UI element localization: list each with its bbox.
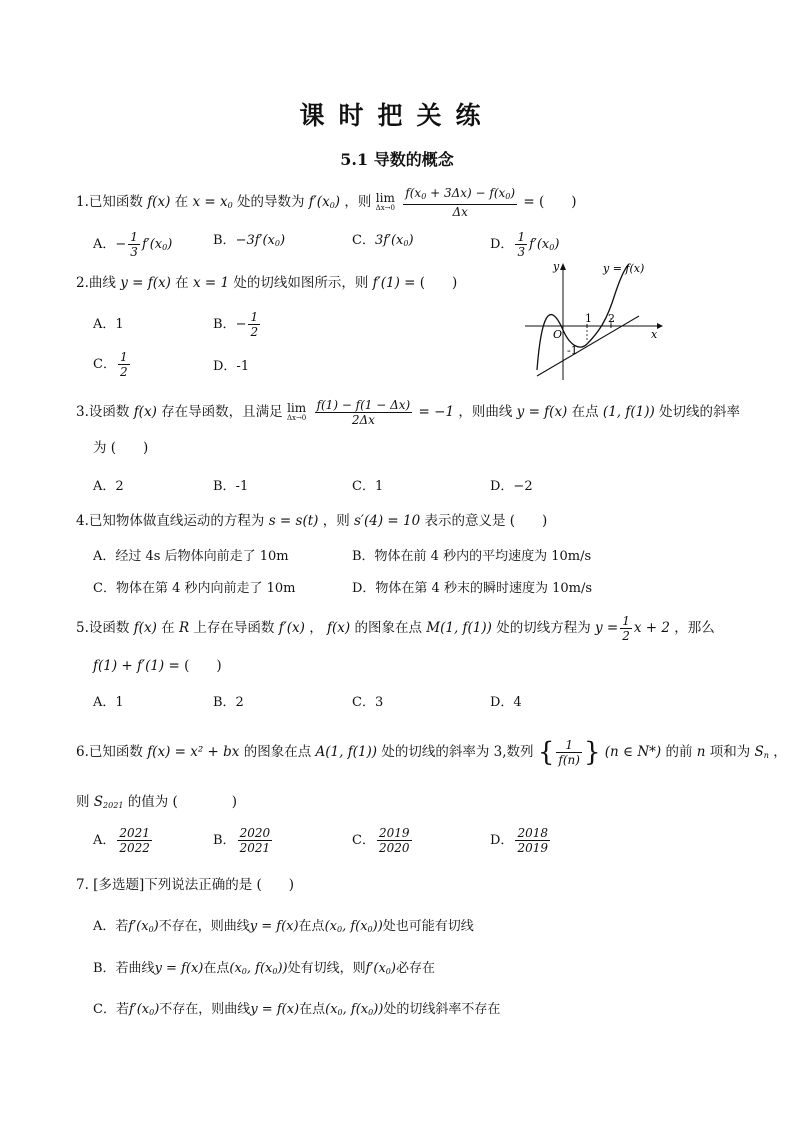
q3-text-a: 3.设函数 — [76, 404, 130, 420]
q6-text-f: ， — [773, 744, 787, 760]
q2-option-c[interactable]: C． $\frac{1}{2}$ — [93, 350, 128, 379]
q6-text-g: 则 — [76, 794, 90, 810]
q6-line-2: 则 $S_{2021}$ 的值为 ( ) — [76, 794, 238, 810]
q5-option-a[interactable]: A．1 — [93, 695, 124, 710]
question-4: 4.已知物体做直线运动的方程为 s = s(t) ，则 s′(4) = 10 表示的意义是 ( ) — [76, 513, 548, 529]
q1-text-d: ，则 — [344, 194, 372, 210]
q4-text-b: ，则 — [322, 513, 350, 529]
q5-text-g: ，那么 — [674, 620, 715, 636]
q6-text-e: 项和为 — [709, 744, 751, 760]
q4-text: 4.已知物体做直线运动的方程为 — [76, 513, 265, 529]
x-axis-label: x — [651, 328, 658, 341]
section-subtitle: 5.1 导数的概念 — [340, 150, 454, 169]
q6-text-b: 的图象在点 — [243, 744, 312, 760]
q2-option-b[interactable]: B．− $\frac{1}{2}$ — [213, 310, 259, 339]
x-axis-arrow — [657, 323, 663, 329]
q1-text-b: 在 — [174, 194, 189, 210]
q5-text-f: 处的切线方程为 — [496, 620, 591, 636]
page-title: 课时把关练 — [299, 101, 495, 130]
q5-text-e: 的图象在点 — [354, 620, 422, 636]
y-axis-label: y — [553, 260, 560, 273]
q3-text-b: 存在导函数，且满足 — [161, 404, 283, 420]
q6-option-d[interactable]: D． $\frac{2018}{2019}$ — [490, 826, 548, 855]
question-2 — [76, 272, 457, 294]
q7-option-b[interactable]: B．若曲线y = f(x)在点($x_0$, $f(x_0)$)处有切线，则$f'(x_0)$必存在 — [93, 961, 435, 976]
q3-text-e: 处切线的斜率 — [659, 404, 741, 420]
q5-option-c[interactable]: C．3 — [352, 695, 384, 710]
q6-text-h: 的值为 ( ) — [127, 794, 238, 810]
q2-math-x1: x = 1 — [192, 275, 230, 291]
q3-limit: lim Δx→0 — [286, 400, 307, 422]
q7-option-a[interactable]: A．若$f'(x_0)$不存在，则曲线y = f(x)在点($x_0$, $f(x_0)$)处也可能有切线 — [93, 919, 474, 934]
curve-label: y = f(x) — [603, 262, 645, 275]
q1-limit: lim Δx→0 — [375, 190, 395, 212]
q1-text-a: 1.已知函数 — [76, 194, 143, 210]
tick-label-1: 1 — [585, 312, 592, 325]
q5-text-b: 在 — [161, 620, 175, 636]
q5-text-c: 上存在导函数 — [193, 620, 275, 636]
q1-math-f: f(x) — [147, 194, 171, 210]
q1-text-e: = ( ) — [523, 194, 577, 210]
q3-option-b[interactable]: B．-1 — [213, 479, 249, 494]
q4-option-d[interactable]: D．物体在第 4 秒末的瞬时速度为 10m/s — [352, 581, 593, 596]
q3-line-2: 为 ( ) — [93, 440, 149, 456]
q3-fraction: $\frac{f(1) - f(1 - \Delta x)}{2\Delta x}$ — [316, 398, 411, 427]
q2-text-a: 2.曲线 — [76, 275, 116, 291]
tick-label-neg1: -1 — [567, 344, 578, 357]
q6-option-b[interactable]: B． $\frac{2020}{2021}$ — [213, 826, 271, 855]
q6-text-d: 的前 — [665, 744, 693, 760]
question-5: 5.设函数 f(x) 在 R 上存在导函数 f′(x) ， f(x) 的图象在点 M(1, f(1)) 处的切线方程为 y = $\frac{1}{2}$ x + 2 ，那么 — [76, 614, 715, 643]
q1-fraction: $\frac{f(x_0 + 3\Delta x) - f(x_0)}{\Delta x}$ — [405, 186, 516, 219]
q4-option-b[interactable]: B．物体在前 4 秒内的平均速度为 10m/s — [352, 549, 592, 564]
q3-text-c: ，则曲线 — [458, 404, 513, 420]
q2-math-deriv: f′(1) — [372, 275, 400, 291]
tick-label-2: 2 — [608, 312, 615, 325]
q5-option-b[interactable]: B．2 — [213, 695, 244, 710]
q5-line-2: f(1) + f′(1) = ( ) — [93, 658, 222, 674]
q5-text-h: = ( ) — [168, 658, 222, 674]
q5-text-d: ， — [309, 620, 323, 636]
q2-option-a[interactable]: A．1 — [93, 317, 124, 332]
q2-text-b: 在 — [175, 275, 189, 291]
q6-text-c: 处的切线的斜率为 3,数列 — [381, 744, 534, 760]
q2-text-d: = ( ) — [404, 275, 458, 291]
question-1 — [76, 186, 577, 219]
q1-option-c[interactable]: C．$3f'(x_0)$ — [352, 233, 414, 248]
question-3: 3.设函数 f(x) 存在导函数，且满足 lim Δx→0 $\frac{f(1) - f(1 - \Delta x)}{2\Delta x}$ = −1 ，则曲线 y = f(x) 在点 (1, f(1)) 处切线的斜率 — [76, 398, 741, 427]
q7-option-c[interactable]: C．若$f'(x_0)$不存在，则曲线y = f(x)在点($x_0$, $f(x_0)$)处的切线斜率不存在 — [93, 1002, 501, 1017]
q1-math-deriv: $f'(x_0)$ — [308, 194, 341, 210]
q6-option-c[interactable]: C． $\frac{2019}{2020}$ — [352, 826, 410, 855]
question-7: 7. [多选题]下列说法正确的是 ( ) — [76, 877, 295, 893]
q2-tangent-graph — [515, 258, 665, 386]
curve-f — [537, 264, 629, 370]
q1-option-b[interactable]: B．$-3f'(x_0)$ — [213, 233, 286, 248]
q3-option-d[interactable]: D．−2 — [490, 479, 533, 494]
q5-text-a: 5.设函数 — [76, 620, 130, 636]
q1-text-c: 处的导数为 — [236, 194, 305, 210]
q2-text-c: 处的切线如图所示，则 — [233, 275, 369, 291]
q1-math-x0: $x = x_0$ — [192, 194, 233, 210]
q4-option-a[interactable]: A．经过 4s 后物体向前走了 10m — [93, 549, 289, 564]
q3-text-d: 在点 — [571, 404, 599, 420]
q1-option-d[interactable]: D． $\frac{1}{3}$ $f'(x_0)$ — [490, 230, 560, 259]
q5-option-d[interactable]: D．4 — [490, 695, 522, 710]
q6-option-a[interactable]: A． $\frac{2021}{2022}$ — [93, 826, 150, 855]
tangent-line — [537, 316, 639, 376]
q1-option-a[interactable]: A．− $\frac{1}{3}$ $f'(x_0)$ — [93, 230, 173, 259]
q2-math-curve: y = f(x) — [120, 275, 171, 291]
question-6: 6.已知函数 f(x) = x² + bx 的图象在点 A(1, f(1)) 处的切线的斜率为 3,数列 { $\frac{1}{f(n)}$ } (n ∈ N*) 的前 n 项和为 $S_n$ ， — [76, 737, 787, 768]
q3-option-a[interactable]: A．2 — [93, 479, 124, 494]
q3-option-c[interactable]: C．1 — [352, 479, 384, 494]
q4-option-c[interactable]: C．物体在第 4 秒内向前走了 10m — [93, 581, 296, 596]
q2-option-d[interactable]: D．-1 — [213, 359, 250, 374]
q4-text-c: 表示的意义是 ( ) — [424, 513, 548, 529]
q6-text-a: 6.已知函数 — [76, 744, 143, 760]
origin-label: O — [553, 328, 563, 341]
y-axis-arrow — [560, 263, 566, 270]
